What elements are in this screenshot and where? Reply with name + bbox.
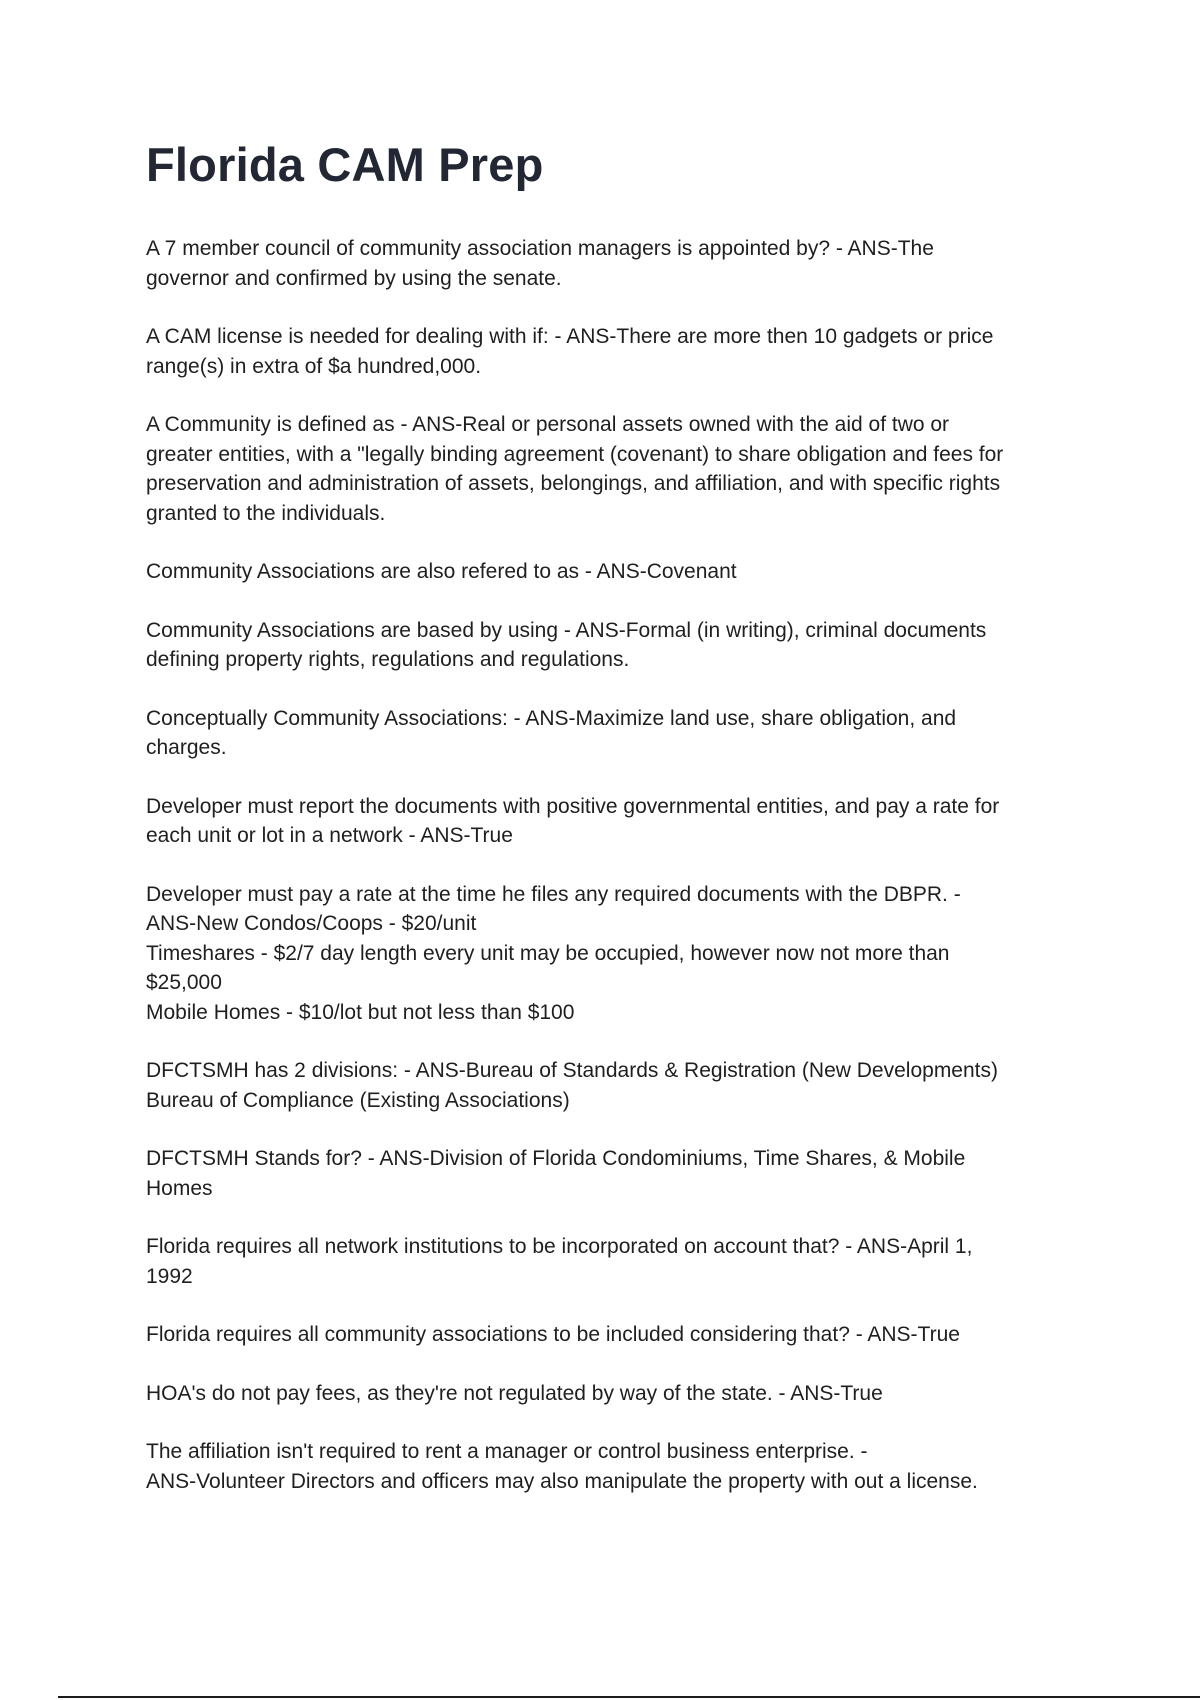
qa-list xyxy=(146,234,1066,1496)
qa-item: Florida requires all community associations to be included considering that? - ANS-True xyxy=(146,1323,960,1347)
document-title: Florida CAM Prep xyxy=(146,138,544,191)
qa-item: Community Associations are also refered to as - ANS-Covenant xyxy=(146,560,737,584)
qa-item: The affiliation isn't required to rent a manager or control business enterprise. - ANS-Volunteer Directors and officers may also manipulate the property with out a license. xyxy=(146,1440,978,1493)
qa-item: DFCTSMH has 2 divisions: - ANS-Bureau of Standards & Registration (New Developments) Bureau of Compliance (Existing Associations) xyxy=(146,1059,998,1112)
qa-item: DFCTSMH Stands for? - ANS-Division of Florida Condominiums, Time Shares, & Mobile Homes xyxy=(146,1147,966,1200)
document-page xyxy=(146,138,1066,1525)
page-bottom-divider xyxy=(58,1696,1200,1698)
qa-item: Community Associations are based by using - ANS-Formal (in writing), criminal documents defining property rights, regulations and regulations. xyxy=(146,618,987,672)
qa-item: A Community is defined as - ANS-Real or personal assets owned with the aid of two or greater entities, with a "legally binding agreement (covenant) to share obligation and fees for preservation and administration of assets, belongings, and affiliation, and with specific rights granted to the individuals. xyxy=(146,413,1004,525)
qa-item: A 7 member council of community association managers is appointed by? - ANS-The governor and confirmed by using the senate. xyxy=(146,237,934,290)
qa-item: A CAM license is needed for dealing with if: - ANS-There are more then 10 gadgets or price range(s) in extra of $a hundred,000. xyxy=(146,325,994,378)
qa-item: Developer must pay a rate at the time he files any required documents with the DBPR. - ANS-New Condos/Coops - $20/unit Timeshares - $2/7 day length every unit may be occupied, however now not more than $25,000 Mobile Homes - $10/lot but not less than $100 xyxy=(146,882,961,1024)
qa-item: Conceptually Community Associations: - ANS-Maximize land use, share obligation, and charges. xyxy=(146,706,957,760)
qa-item: Developer must report the documents with positive governmental entities, and pay a rate for each unit or lot in a network - ANS-True xyxy=(146,794,1000,848)
qa-item: HOA's do not pay fees, as they're not regulated by way of the state. - ANS-True xyxy=(146,1381,883,1405)
qa-item: Florida requires all network institutions to be incorporated on account that? - ANS-April 1, 1992 xyxy=(146,1235,973,1288)
